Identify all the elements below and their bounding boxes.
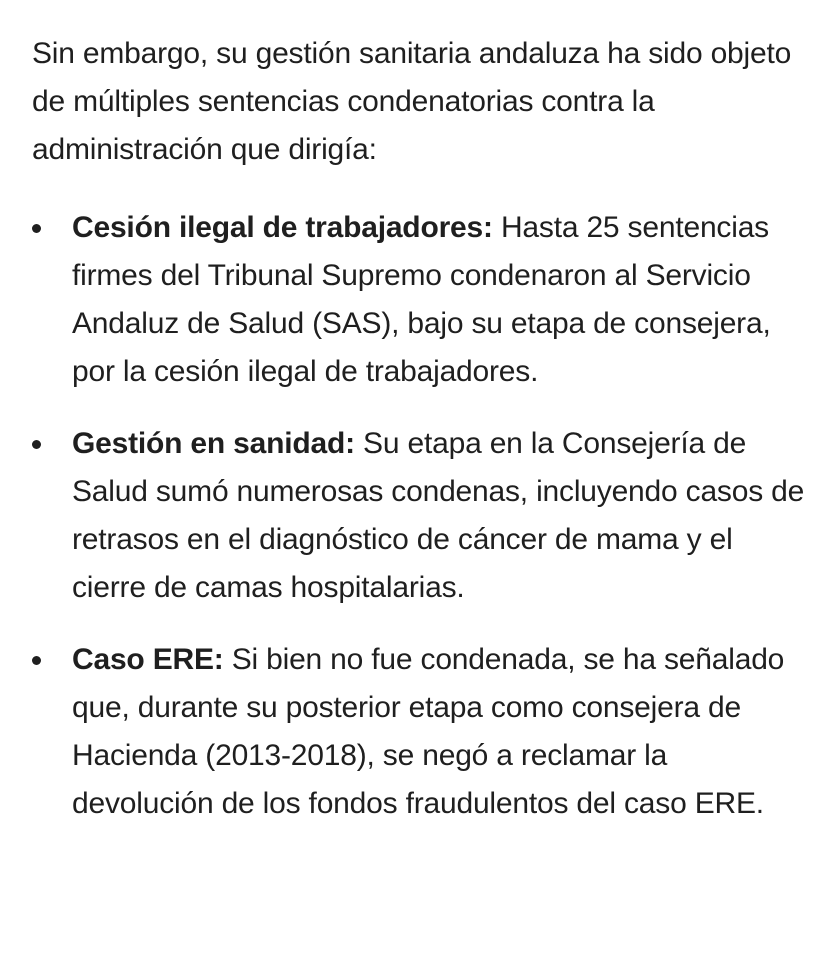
document-body: [32, 30, 812, 828]
list-item-title: Caso ERE:: [72, 643, 224, 676]
list-item-text: Su etapa en la Consejería de Salud sumó numerosas condenas, incluyendo casos de retrasos en el diagnóstico de cáncer de mama y el cierre de camas hospitalarias.: [72, 427, 805, 604]
list-item-title: Gestión en sanidad:: [72, 427, 355, 460]
list-item: [32, 204, 812, 396]
list-item-text: Si bien no fue condenada, se ha señalado que, durante su posterior etapa como consejera de Hacienda (2013-2018), se negó a reclamar la devolución de los fondos fraudulentos del caso ERE.: [72, 643, 785, 820]
list-item-text: Hasta 25 sentencias firmes del Tribunal Supremo condenaron al Servicio Andaluz de Salud (SAS), bajo su etapa de consejera, por la cesión ilegal de trabajadores.: [72, 211, 771, 388]
list-item-title: Cesión ilegal de trabajadores:: [72, 211, 493, 244]
bullet-dot-icon: [32, 440, 41, 449]
intro-paragraph: Sin embargo, su gestión sanitaria andaluza ha sido objeto de múltiples sentencias condenatorias contra la administración que dirigía:: [32, 37, 792, 166]
bullet-dot-icon: [32, 224, 41, 233]
bullet-dot-icon: [32, 656, 41, 665]
list-item: [32, 636, 812, 828]
bullet-list: [32, 204, 812, 828]
list-item: [32, 420, 812, 612]
